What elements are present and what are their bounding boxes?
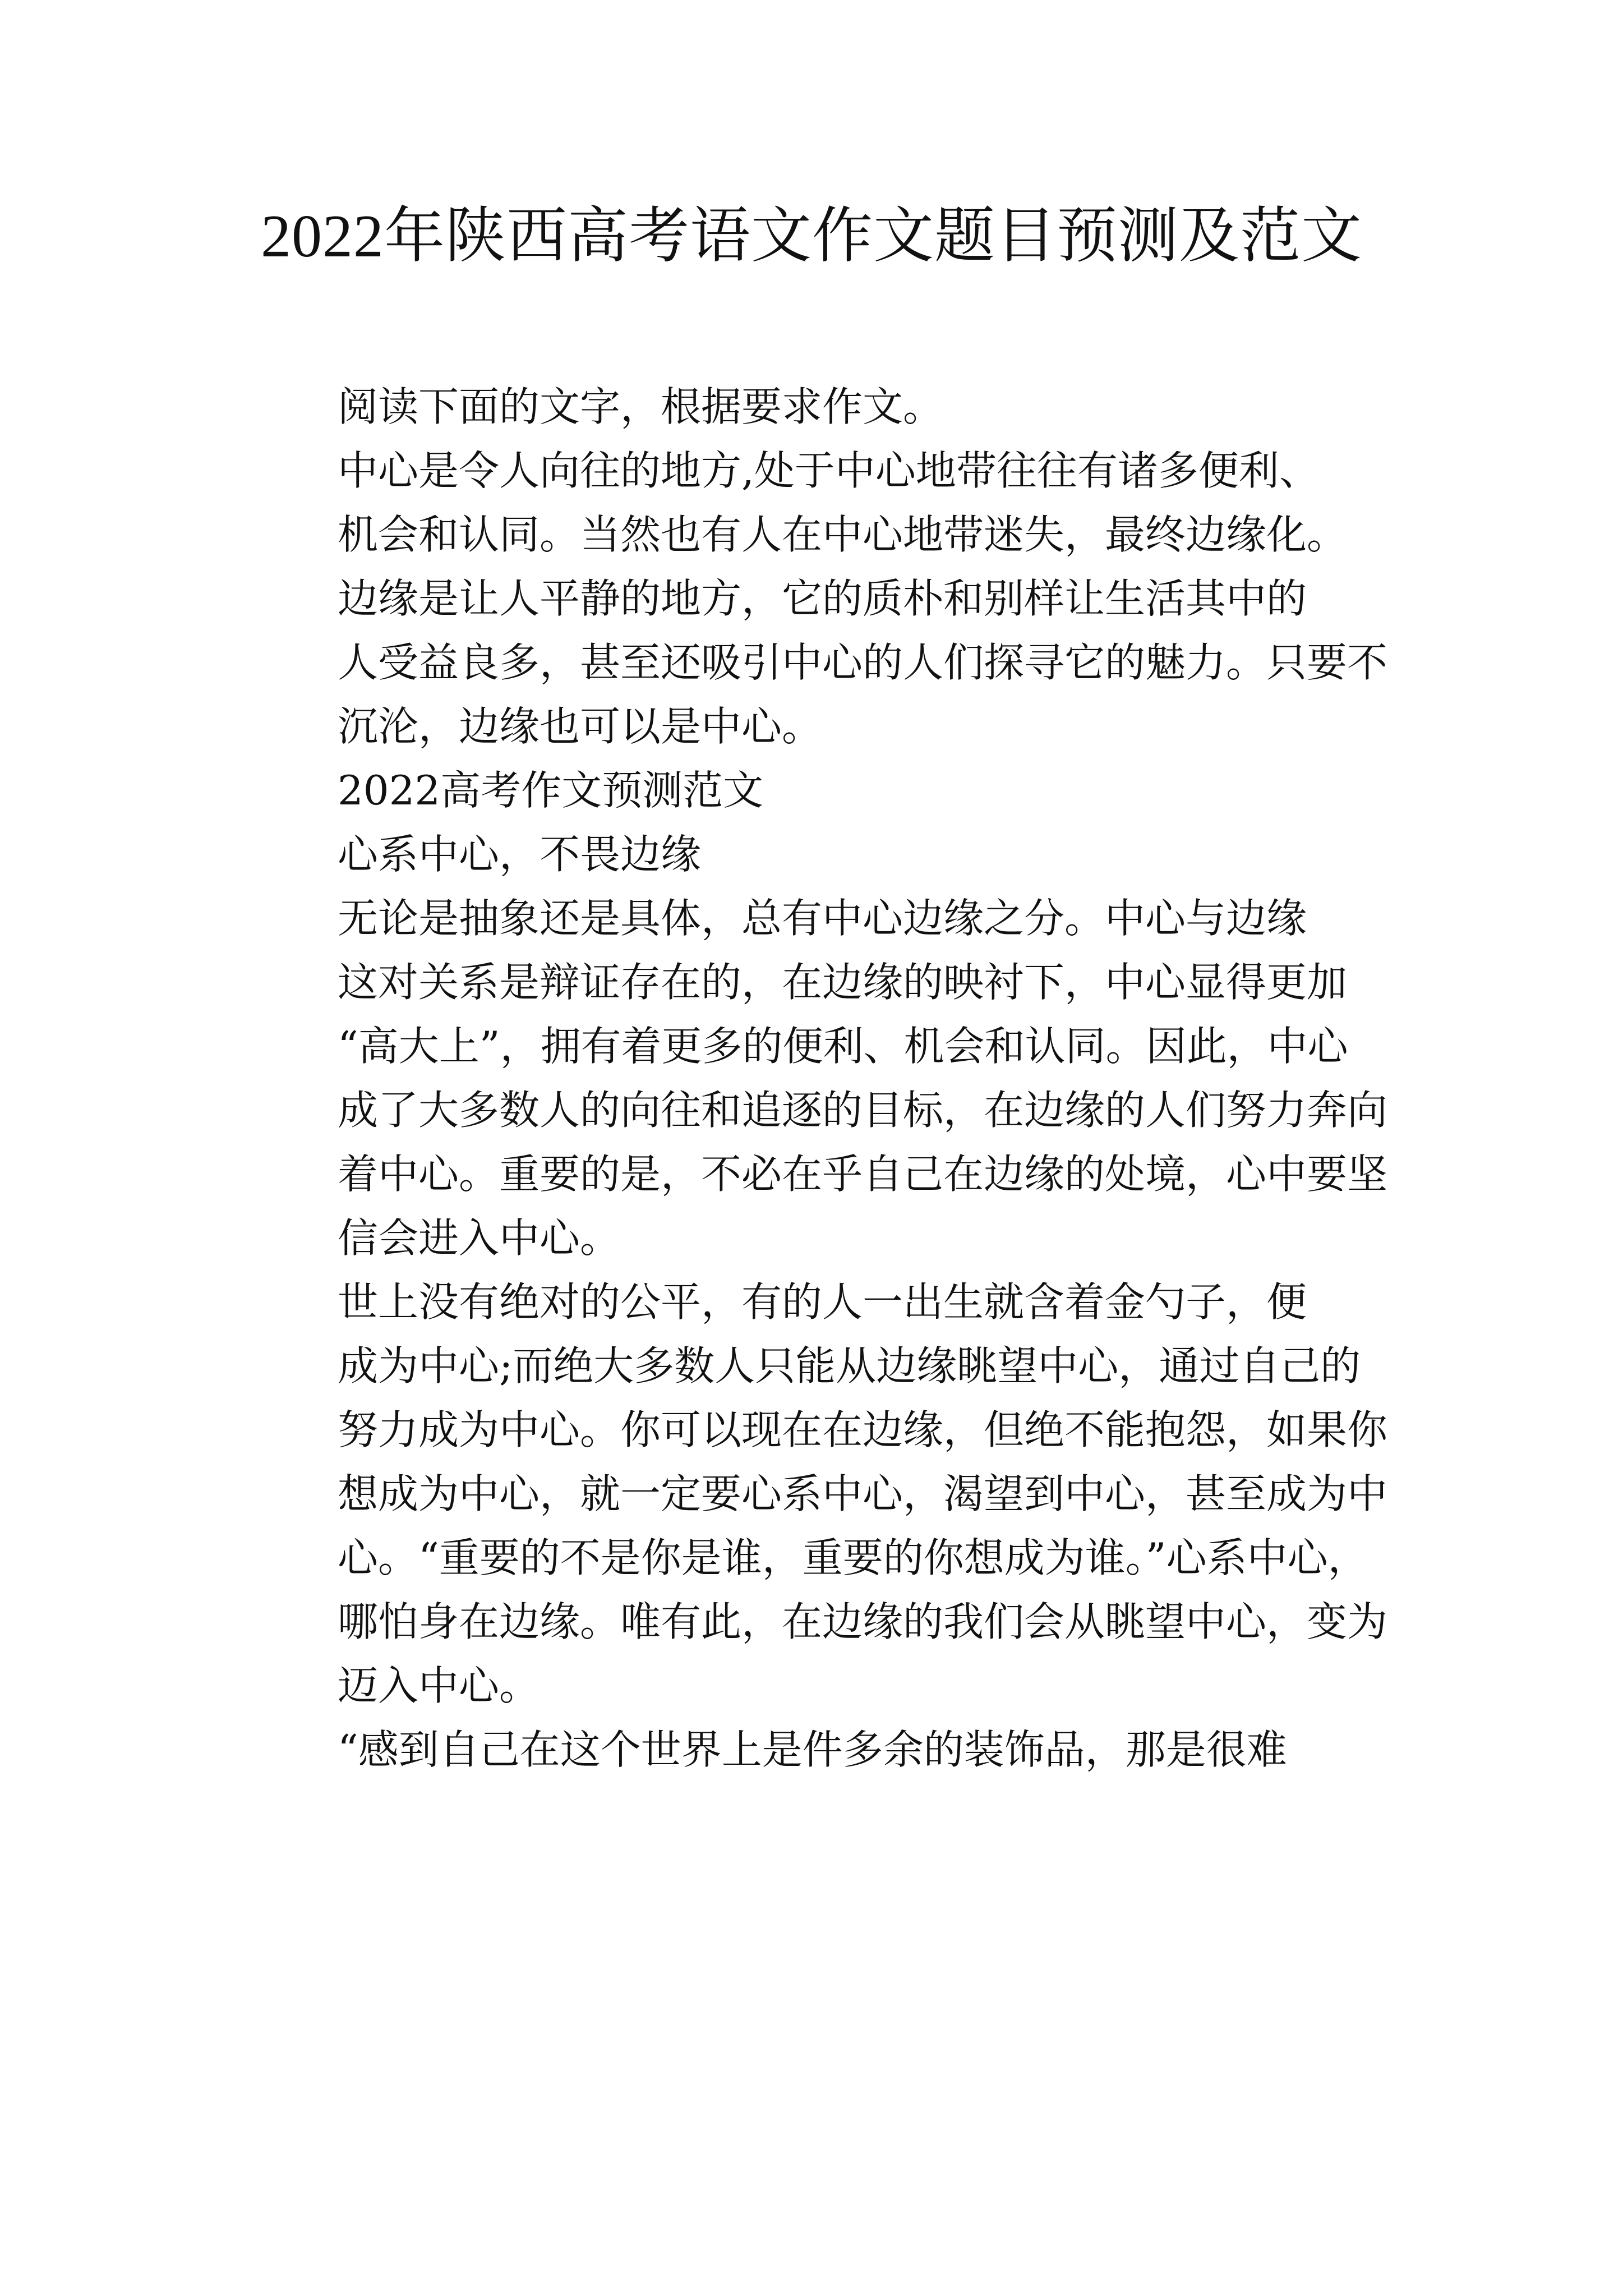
text-line: 成为中心;而绝大多数人只能从边缘眺望中心，通过自己的 [338,1342,1361,1389]
text-line: 机会和认同。当然也有人在中心地带迷失，最终边缘化。 [338,511,1348,558]
paragraph-prompt-center [251,439,1395,567]
text-line: 这对关系是辩证存在的，在边缘的映衬下，中心显得更加 [338,959,1348,1006]
document-title: 2022年陕西高考语文作文题目预测及范文 [260,203,1362,270]
text-line: 成了大多数人的向往和追逐的目标，在边缘的人们努力奔向 [338,1087,1388,1134]
text-line: 中心是令人向往的地方,处于中心地带往往有诸多便利、 [338,447,1320,494]
text-line: 沉沦，边缘也可以是中心。 [338,703,823,750]
text-line: 无论是抽象还是具体，总有中心边缘之分。中心与边缘 [338,895,1307,942]
text-line: 阅读下面的文字，根据要求作文。 [338,383,944,430]
paragraph-essay-label [251,758,1395,822]
text-line: “感到自己在这个世界上是件多余的装饰品，那是很难 [338,1726,1287,1773]
paragraph-instruction [251,375,1395,439]
text-line: 2022高考作文预测范文 [338,767,764,814]
text-line: “高大上”，拥有着更多的便利、机会和认同。因此，中心 [338,1023,1348,1070]
text-line: 人受益良多，甚至还吸引中心的人们探寻它的魅力。只要不 [338,639,1388,686]
text-line: 着中心。重要的是，不必在乎自己在边缘的处境，心中要坚 [338,1151,1388,1198]
text-line: 想成为中心，就一定要心系中心，渴望到中心，甚至成为中 [338,1470,1388,1517]
paragraph-prompt-edge [251,567,1395,758]
text-line: 信会进入中心。 [338,1214,621,1262]
text-line: 边缘是让人平静的地方，它的质朴和别样让生活其中的 [338,575,1307,622]
paragraph-essay-2 [251,1270,1395,1718]
document-body [251,375,1395,1782]
text-line: 世上没有绝对的公平，有的人一出生就含着金勺子，便 [338,1278,1307,1326]
paragraph-essay-3 [251,1718,1395,1782]
paragraph-essay-title [251,822,1395,886]
text-line: 迈入中心。 [338,1662,540,1709]
text-line: 心。“重要的不是你是谁，重要的你想成为谁。”心系中心， [338,1534,1368,1581]
text-line: 努力成为中心。你可以现在在边缘，但绝不能抱怨，如果你 [338,1406,1388,1453]
text-line: 哪怕身在边缘。唯有此，在边缘的我们会从眺望中心，变为 [338,1598,1388,1645]
text-line: 心系中心，不畏边缘 [338,831,702,878]
paragraph-essay-1 [251,886,1395,1270]
